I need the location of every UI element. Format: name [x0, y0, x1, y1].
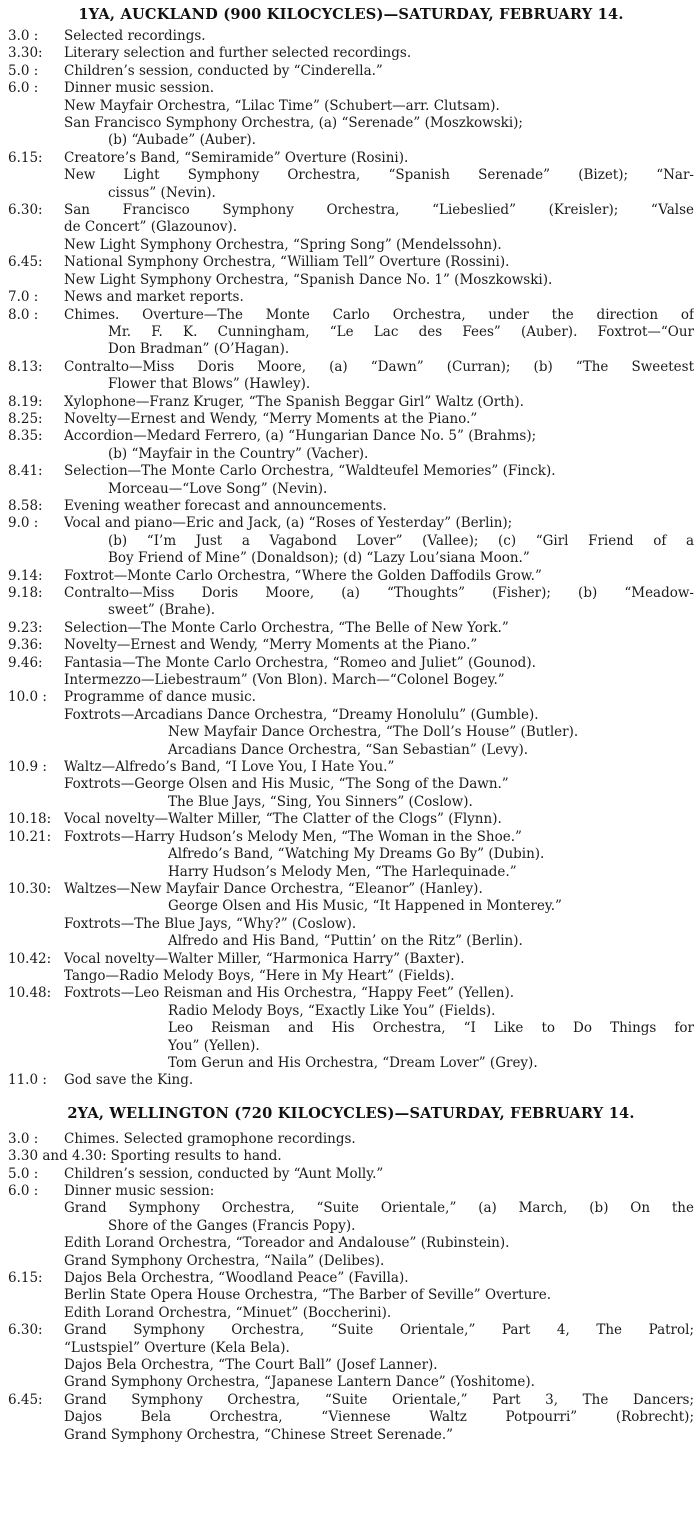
programme-line: Children’s session, conducted by “Cinderella.”	[64, 62, 383, 79]
programme-entry	[8, 80, 694, 150]
programme-time: 9.46:	[8, 654, 43, 671]
programme-entry	[8, 759, 694, 811]
programme-details	[64, 28, 694, 45]
programme-entry	[8, 1183, 694, 1270]
programme-details	[64, 359, 694, 394]
programme-time: 10.18:	[8, 811, 52, 828]
programme-line: “Lustspiel” Overture (Kela Bela).	[64, 1339, 290, 1356]
programme-details	[64, 620, 694, 637]
programme-line: Alfredo’s Band, “Watching My Dreams Go By” (Dubin).	[168, 846, 545, 863]
programme-line: Morceau—“Love Song” (Nevin).	[108, 480, 328, 497]
programme-time: 8.25:	[8, 410, 43, 427]
programme-details	[64, 45, 694, 62]
programme-line: You” (Yellen).	[168, 1037, 260, 1054]
programme-entry	[8, 254, 694, 289]
programme-entry	[8, 1148, 694, 1165]
programme-entry	[8, 45, 694, 62]
programme-time: 8.58:	[8, 497, 43, 514]
programme-line: Arcadians Dance Orchestra, “San Sebastian” (Levy).	[168, 741, 529, 758]
programme-details	[64, 951, 694, 986]
programme-entry	[8, 411, 694, 428]
programme-line: de Concert” (Glazounov).	[64, 219, 238, 236]
programme-line: Dajos Bela Orchestra, “Viennese Waltz Potpourri” (Robrecht);	[64, 1409, 694, 1426]
programme-entry	[8, 568, 694, 585]
programme-line: Vocal novelty—Walter Miller, “The Clatter of the Clogs” (Flynn).	[64, 811, 502, 828]
programme-line: Mr. F. K. Cunningham, “Le Lac des Fees” (Auber). Foxtrot—“Our	[108, 323, 694, 340]
programme-line: New Light Symphony Orchestra, “Spanish Dance No. 1” (Moszkowski).	[64, 271, 553, 288]
programme-entry	[8, 498, 694, 515]
programme-time: 6.45:	[8, 254, 43, 271]
station-section	[8, 0, 694, 1090]
programme-line: Edith Lorand Orchestra, “Minuet” (Boccherini).	[64, 1304, 392, 1321]
programme-line: Chimes. Selected gramophone recordings.	[64, 1130, 356, 1147]
programme-time: 8.41:	[8, 463, 43, 480]
programme-line: The Blue Jays, “Sing, You Sinners” (Coslow).	[168, 793, 473, 810]
programme-details	[64, 428, 694, 463]
programme-entry	[8, 637, 694, 654]
programme-entry	[8, 307, 694, 359]
programme-line: News and market reports.	[64, 289, 244, 306]
programme-line: Leo Reisman and His Orchestra, “I Like to Do Things for	[168, 1020, 694, 1037]
programme-details	[64, 1392, 694, 1444]
programme-line: New Mayfair Orchestra, “Lilac Time” (Schubert—arr. Clutsam).	[64, 97, 500, 114]
programme-line: National Symphony Orchestra, “William Tell” Overture (Rossini).	[64, 254, 510, 271]
programme-line: Don Bradman” (O’Hagan).	[108, 341, 290, 358]
programme-line: Grand Symphony Orchestra, “Naila” (Delibes).	[64, 1252, 385, 1269]
programme-entry	[8, 1072, 694, 1089]
programme-line: Evening weather forecast and announcements.	[64, 497, 387, 514]
programme-line: San Francisco Symphony Orchestra, (a) “Serenade” (Moszkowski);	[64, 115, 523, 132]
programme-entry	[8, 463, 694, 498]
programme-line: Berlin State Opera House Orchestra, “The Barber of Seville” Overture.	[64, 1287, 551, 1304]
programme-line: cissus” (Nevin).	[108, 184, 216, 201]
programme-line: Xylophone—Franz Kruger, “The Spanish Beggar Girl” Waltz (Orth).	[64, 393, 524, 410]
programme-time: 10.9 :	[8, 759, 47, 776]
programme-details	[64, 289, 694, 306]
programme-time: 9.14:	[8, 567, 43, 584]
programme-time: 5.0 :	[8, 62, 39, 79]
programme-details	[64, 637, 694, 654]
programme-time: 9.23:	[8, 619, 43, 636]
programme-time: 3.0 :	[8, 28, 39, 44]
programme-line: Dinner music session.	[64, 80, 215, 97]
programme-entry	[8, 428, 694, 463]
programme-details	[64, 1322, 694, 1392]
programme-details	[64, 498, 694, 515]
programme-line: Selected recordings.	[64, 28, 206, 44]
programme-details	[64, 515, 694, 567]
programme-line: Dajos Bela Orchestra, “Woodland Peace” (Favilla).	[64, 1270, 409, 1287]
programme-line: Accordion—Medard Ferrero, (a) “Hungarian Dance No. 5” (Brahms);	[64, 428, 537, 445]
programme-entry	[8, 689, 694, 759]
programme-time: 3.0 :	[8, 1130, 39, 1147]
programme-line: Contralto—Miss Doris Moore, (a) “Dawn” (Curran); (b) “The Sweetest	[64, 358, 694, 375]
programme-line: Tom Gerun and His Orchestra, “Dream Lover” (Grey).	[168, 1054, 538, 1071]
programme-line: Waltzes—New Mayfair Dance Orchestra, “Eleanor” (Hanley).	[64, 880, 483, 897]
programme-time: 3.30 and 4.30:	[8, 1148, 107, 1165]
programme-time: 6.45:	[8, 1391, 43, 1408]
programme-line: Shore of the Ganges (Francis Popy).	[108, 1217, 356, 1234]
programme-time: 9.0 :	[8, 515, 39, 532]
programme-time: 10.48:	[8, 985, 52, 1002]
programme-entry	[8, 620, 694, 637]
programme-time: 11.0 :	[8, 1072, 47, 1089]
programme-details	[64, 985, 694, 1072]
programme-entry	[8, 63, 694, 80]
programme-details	[64, 585, 694, 620]
programme-time: 10.0 :	[8, 689, 47, 706]
programme-details	[64, 829, 694, 881]
programme-entry	[8, 150, 694, 202]
programme-line: Grand Symphony Orchestra, “Suite Orientale,” Part 4, The Patrol;	[64, 1322, 694, 1339]
programme-details	[64, 202, 694, 254]
programme-entry	[8, 811, 694, 828]
programme-line: Foxtrot—Monte Carlo Orchestra, “Where the Golden Daffodils Grow.”	[64, 567, 542, 584]
programme-entry	[8, 289, 694, 306]
programme-entry	[8, 1270, 694, 1322]
programme-line: Fantasia—The Monte Carlo Orchestra, “Romeo and Juliet” (Gounod).	[64, 654, 536, 671]
programme-line: Edith Lorand Orchestra, “Toreador and Andalouse” (Rubinstein).	[64, 1235, 510, 1252]
programme-time: 6.0 :	[8, 80, 39, 97]
programme-time: 6.15:	[8, 1270, 43, 1287]
programme-line: Foxtrots—Arcadians Dance Orchestra, “Dreamy Honolulu” (Gumble).	[64, 706, 539, 723]
programme-line: (b) “I’m Just a Vagabond Lover” (Vallee); (c) “Girl Friend of a	[108, 532, 694, 549]
programme-details	[64, 655, 694, 690]
programme-line: Selection—The Monte Carlo Orchestra, “The Belle of New York.”	[64, 619, 509, 636]
programme-time: 8.0 :	[8, 306, 39, 323]
programme-entry	[8, 359, 694, 394]
programme-line: New Light Symphony Orchestra, “Spring Song” (Mendelssohn).	[64, 236, 502, 253]
programme-line: Grand Symphony Orchestra, “Suite Orientale,” (a) March, (b) On the	[64, 1200, 694, 1217]
programme-details	[64, 1166, 694, 1183]
programme-details	[64, 150, 694, 202]
programme-details	[64, 1131, 694, 1148]
programme-details	[64, 1183, 694, 1270]
programme-details	[111, 1148, 694, 1165]
programme-line: Harry Hudson’s Melody Men, “The Harlequinade.”	[168, 863, 517, 880]
programme-entry	[8, 985, 694, 1072]
programme-line: Vocal novelty—Walter Miller, “Harmonica Harry” (Baxter).	[64, 950, 465, 967]
programme-line: Boy Friend of Mine” (Donaldson); (d) “Lazy Lou’siana Moon.”	[108, 550, 530, 567]
programme-details	[64, 689, 694, 759]
programme-details	[64, 80, 694, 150]
programme-time: 10.30:	[8, 880, 52, 897]
programme-line: Selection—The Monte Carlo Orchestra, “Waldteufel Memories” (Finck).	[64, 463, 556, 480]
programme-entry	[8, 515, 694, 567]
programme-time: 8.19:	[8, 393, 43, 410]
programme-time: 8.13:	[8, 358, 43, 375]
programme-line: Novelty—Ernest and Wendy, “Merry Moments at the Piano.”	[64, 637, 478, 654]
programme-line: Grand Symphony Orchestra, “Japanese Lantern Dance” (Yoshitome).	[64, 1374, 535, 1391]
programme-line: Novelty—Ernest and Wendy, “Merry Moments at the Piano.”	[64, 410, 478, 427]
station-heading: 2YA, WELLINGTON (720 KILOCYCLES)—SATURDAY, FEBRUARY 14.	[67, 1104, 635, 1122]
programme-line: Tango—Radio Melody Boys, “Here in My Heart” (Fields).	[64, 967, 455, 984]
programme-line: Sporting results to hand.	[110, 1148, 282, 1165]
programme-line: Creatore’s Band, “Semiramide” Overture (Rosini).	[64, 149, 409, 166]
programme-line: Vocal and piano—Eric and Jack, (a) “Roses of Yesterday” (Berlin);	[64, 515, 513, 532]
programme-time: 9.36:	[8, 637, 43, 654]
programme-details	[64, 254, 694, 289]
programme-time: 10.42:	[8, 950, 52, 967]
programme-details	[64, 568, 694, 585]
programme-line: (b) “Aubade” (Auber).	[108, 132, 256, 149]
programme-line: Chimes. Overture—The Monte Carlo Orchestra, under the direction of	[64, 306, 694, 323]
programme-entry	[8, 202, 694, 254]
programme-entry	[8, 951, 694, 986]
programme-details	[64, 307, 694, 359]
programme-line: (b) “Mayfair in the Country” (Vacher).	[108, 445, 369, 462]
programme-time: 5.0 :	[8, 1165, 39, 1182]
programme-time: 7.0 :	[8, 289, 39, 306]
programme-entry	[8, 1166, 694, 1183]
programme-line: Grand Symphony Orchestra, “Suite Orientale,” Part 3, The Dancers;	[64, 1391, 694, 1408]
programme-time: 9.18:	[8, 585, 43, 601]
programme-line: Grand Symphony Orchestra, “Chinese Street Serenade.”	[64, 1426, 454, 1443]
station-section	[8, 1100, 694, 1444]
programme-time: 6.0 :	[8, 1183, 39, 1199]
programme-entry	[8, 655, 694, 690]
programme-line: New Mayfair Dance Orchestra, “The Doll’s House” (Butler).	[168, 724, 579, 741]
programme-details	[64, 63, 694, 80]
programme-time: 3.30:	[8, 45, 43, 62]
programme-line: Contralto—Miss Doris Moore, (a) “Thoughts” (Fisher); (b) “Meadow-	[64, 585, 694, 601]
programme-details	[64, 1270, 694, 1322]
programme-entry	[8, 1322, 694, 1392]
programme-details	[64, 881, 694, 951]
programme-details	[64, 1072, 694, 1089]
programme-line: Children’s session, conducted by “Aunt Molly.”	[64, 1165, 384, 1182]
programme-line: New Light Symphony Orchestra, “Spanish Serenade” (Bizet); “Nar-	[64, 167, 694, 184]
programme-line: Foxtrots—Harry Hudson’s Melody Men, “The Woman in the Shoe.”	[64, 828, 522, 845]
programme-entry	[8, 1131, 694, 1148]
programme-details	[64, 411, 694, 428]
programme-details	[64, 463, 694, 498]
programme-line: Dinner music session:	[64, 1183, 215, 1199]
programme-entry	[8, 1392, 694, 1444]
programme-time: 6.30:	[8, 1322, 43, 1339]
programme-line: Literary selection and further selected recordings.	[64, 45, 412, 62]
programme-line: Programme of dance music.	[64, 689, 256, 706]
programme-line: God save the King.	[64, 1072, 194, 1089]
programme-line: Foxtrots—The Blue Jays, “Why?” (Coslow).	[64, 915, 357, 932]
programme-line: sweet” (Brahe).	[108, 602, 216, 619]
programme-line: Intermezzo—Liebestraum” (Von Blon). March—“Colonel Bogey.”	[64, 672, 505, 689]
programme-entry	[8, 829, 694, 881]
programme-entry	[8, 394, 694, 411]
programme-time: 6.15:	[8, 149, 43, 166]
programme-details	[64, 394, 694, 411]
programme-details	[64, 759, 694, 811]
programme-details	[64, 811, 694, 828]
programme-entry	[8, 881, 694, 951]
programme-line: Radio Melody Boys, “Exactly Like You” (Fields).	[168, 1002, 496, 1019]
programme-time: 6.30:	[8, 202, 43, 219]
programme-line: George Olsen and His Music, “It Happened in Monterey.”	[168, 898, 562, 915]
programme-entry	[8, 585, 694, 620]
programme-line: Waltz—Alfredo’s Band, “I Love You, I Hate You.”	[64, 759, 395, 776]
programme-line: San Francisco Symphony Orchestra, “Liebeslied” (Kreisler); “Valse	[64, 202, 694, 219]
programme-line: Flower that Blows” (Hawley).	[108, 376, 311, 393]
programme-line: Foxtrots—Leo Reisman and His Orchestra, “Happy Feet” (Yellen).	[64, 985, 515, 1002]
programme-time: 8.35:	[8, 428, 43, 445]
programme-line: Foxtrots—George Olsen and His Music, “The Song of the Dawn.”	[64, 776, 509, 793]
programme-time: 10.21:	[8, 828, 52, 845]
programme-entry	[8, 28, 694, 45]
programme-line: Alfredo and His Band, “Puttin’ on the Ritz” (Berlin).	[168, 933, 523, 950]
programme-line: Dajos Bela Orchestra, “The Court Ball” (Josef Lanner).	[64, 1357, 438, 1374]
station-heading: 1YA, AUCKLAND (900 KILOCYCLES)—SATURDAY, FEBRUARY 14.	[78, 6, 624, 23]
